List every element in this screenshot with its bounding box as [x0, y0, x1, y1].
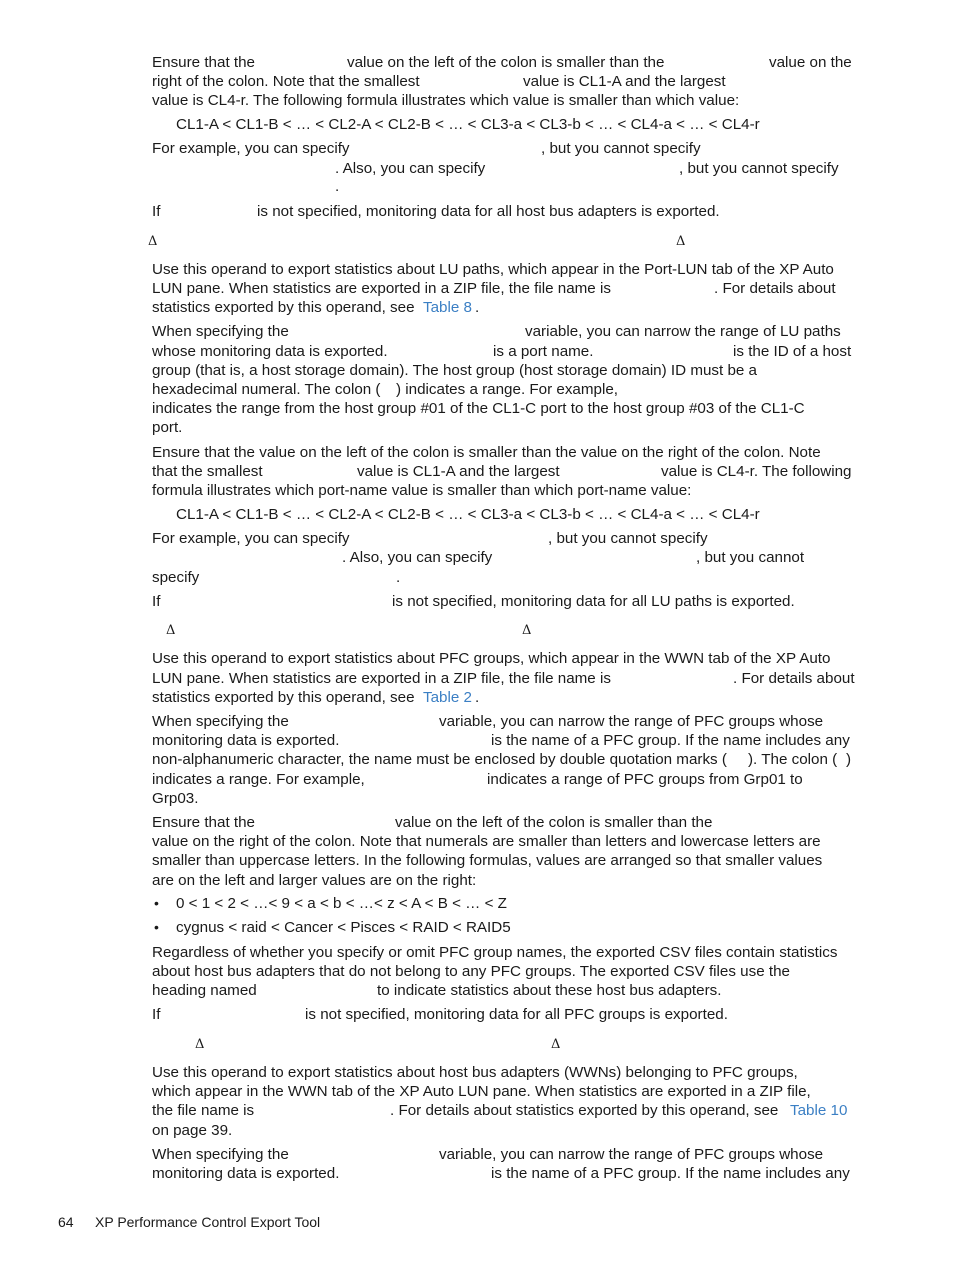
text-line: .: [396, 569, 401, 586]
delta-symbol: Δ: [166, 623, 176, 638]
list-item: cygnus < raid < Cancer < Pisces < RAID < RAID5: [176, 919, 511, 936]
delta-symbol: Δ: [676, 234, 686, 249]
table-8-link[interactable]: Table 8: [423, 299, 472, 316]
text-line: When specifying the: [152, 1146, 289, 1163]
text-line: . For details about: [714, 280, 836, 297]
text-line: ) indicates a range. For example,: [396, 381, 619, 398]
text-line: When specifying the: [152, 713, 289, 730]
bullet-icon: •: [154, 919, 159, 935]
text-line: non-alphanumeric character, the name must be enclosed by double quotation marks (: [152, 751, 727, 768]
text-line: variable, you can narrow the range of PFC groups whose: [439, 1146, 824, 1163]
text-line: to indicate statistics about these host bus adapters.: [377, 982, 722, 999]
text-line: variable, you can narrow the range of PFC groups whose: [439, 713, 824, 730]
text-line: value on the left of the colon is smaller than the: [347, 54, 665, 71]
text-line: value is CL4-r. The following formula illustrates which value is smaller than which value:: [152, 92, 740, 109]
text-line: . For details about: [733, 670, 855, 687]
text-line: indicates a range of PFC groups from Grp01 to: [487, 771, 803, 788]
text-line: .: [335, 178, 340, 195]
text-line: is not specified, monitoring data for all LU paths is exported.: [392, 593, 795, 610]
footer-title: XP Performance Control Export Tool: [95, 1214, 321, 1230]
table-2-link[interactable]: Table 2: [423, 689, 472, 706]
page-number: 64: [58, 1214, 74, 1230]
text-line: right of the colon. Note that the smallest: [152, 73, 420, 90]
text-line: formula illustrates which port-name value is smaller than which port-name value:: [152, 482, 692, 499]
text-line: If: [152, 1006, 161, 1023]
text-line: which appear in the WWN tab of the XP Auto LUN pane. When statistics are exported in a ZIP file,: [152, 1083, 811, 1100]
text-line: , but you cannot specify: [548, 530, 708, 547]
text-line: , but you cannot: [696, 549, 805, 566]
text-line: are on the left and larger values are on the right:: [152, 872, 477, 889]
delta-symbol: Δ: [195, 1037, 205, 1052]
text-line: whose monitoring data is exported.: [152, 343, 388, 360]
text-line: value is CL1-A and the largest: [523, 73, 726, 90]
text-line: value on the: [769, 54, 852, 71]
list-item: 0 < 1 < 2 < …< 9 < a < b < …< z < A < B < … < Z: [176, 895, 507, 912]
text-line: value is CL1-A and the largest: [357, 463, 560, 480]
formula: CL1-A < CL1-B < … < CL2-A < CL2-B < … < CL3-a < CL3-b < … < CL4-a < … < CL4-r: [176, 506, 760, 523]
text-line: indicates a range. For example,: [152, 771, 365, 788]
text-line: port.: [152, 419, 183, 436]
text-line: statistics exported by this operand, see: [152, 299, 415, 316]
text-line: statistics exported by this operand, see: [152, 689, 415, 706]
text-line: group (that is, a host storage domain). The host group (host storage domain) ID must be a: [152, 362, 758, 379]
text-line: . Also, you can specify: [335, 160, 486, 177]
text-line: .: [475, 689, 480, 706]
text-line: the file name is: [152, 1102, 255, 1119]
text-line: Grp03.: [152, 790, 199, 807]
text-line: , but you cannot specify: [679, 160, 839, 177]
text-line: Use this operand to export statistics about LU paths, which appear in the Port-LUN tab of the XP Auto: [152, 261, 834, 278]
text-line: smaller than uppercase letters. In the following formulas, values are arranged so that smaller values: [152, 852, 823, 869]
text-line: If: [152, 593, 161, 610]
text-line: value on the left of the colon is smaller than the: [395, 814, 713, 831]
text-line: Use this operand to export statistics about host bus adapters (WWNs) belonging to PFC groups,: [152, 1064, 798, 1081]
text-line: is the name of a PFC group. If the name includes any: [491, 1165, 850, 1182]
text-line: , but you cannot specify: [541, 140, 701, 157]
formula: CL1-A < CL1-B < … < CL2-A < CL2-B < … < CL3-a < CL3-b < … < CL4-a < … < CL4-r: [176, 116, 760, 133]
text-line: on page 39.: [152, 1122, 233, 1139]
text-line: For example, you can specify: [152, 530, 350, 547]
text-line: Ensure that the: [152, 814, 256, 831]
text-line: ): [846, 751, 852, 768]
text-line: is not specified, monitoring data for all host bus adapters is exported.: [257, 203, 720, 220]
text-line: monitoring data is exported.: [152, 732, 340, 749]
text-line: heading named: [152, 982, 257, 999]
text-line: ). The colon (: [748, 751, 838, 768]
text-line: For example, you can specify: [152, 140, 350, 157]
delta-symbol: Δ: [148, 234, 158, 249]
delta-symbol: Δ: [522, 623, 532, 638]
text-line: variable, you can narrow the range of LU paths: [525, 323, 841, 340]
text-line: If: [152, 203, 161, 220]
text-line: . For details about statistics exported by this operand, see: [390, 1102, 779, 1119]
text-line: is a port name.: [493, 343, 594, 360]
text-line: about host bus adapters that do not belong to any PFC groups. The exported CSV files use the: [152, 963, 791, 980]
text-line: When specifying the: [152, 323, 289, 340]
text-line: monitoring data is exported.: [152, 1165, 340, 1182]
text-line: Ensure that the value on the left of the colon is smaller than the value on the right of the colon. Note: [152, 444, 821, 461]
delta-symbol: Δ: [551, 1037, 561, 1052]
text-line: . Also, you can specify: [342, 549, 493, 566]
text-line: Ensure that the: [152, 54, 256, 71]
text-line: value is CL4-r. The following: [661, 463, 852, 480]
text-line: is the ID of a host: [733, 343, 852, 360]
text-line: specify: [152, 569, 200, 586]
text-line: that the smallest: [152, 463, 263, 480]
bullet-icon: •: [154, 895, 159, 911]
text-line: is not specified, monitoring data for all PFC groups is exported.: [305, 1006, 728, 1023]
text-line: LUN pane. When statistics are exported in a ZIP file, the file name is: [152, 670, 611, 687]
text-line: hexadecimal numeral. The colon (: [152, 381, 381, 398]
text-line: indicates the range from the host group #01 of the CL1-C port to the host group #03 of the CL1-C: [152, 400, 805, 417]
text-line: is the name of a PFC group. If the name includes any: [491, 732, 850, 749]
text-line: Use this operand to export statistics about PFC groups, which appear in the WWN tab of the XP Auto: [152, 650, 831, 667]
text-line: .: [475, 299, 480, 316]
text-line: LUN pane. When statistics are exported in a ZIP file, the file name is: [152, 280, 611, 297]
text-line: Regardless of whether you specify or omit PFC group names, the exported CSV files contain statistics: [152, 944, 838, 961]
table-10-link[interactable]: Table 10: [790, 1102, 848, 1119]
text-line: value on the right of the colon. Note that numerals are smaller than letters and lowercase letters are: [152, 833, 821, 850]
